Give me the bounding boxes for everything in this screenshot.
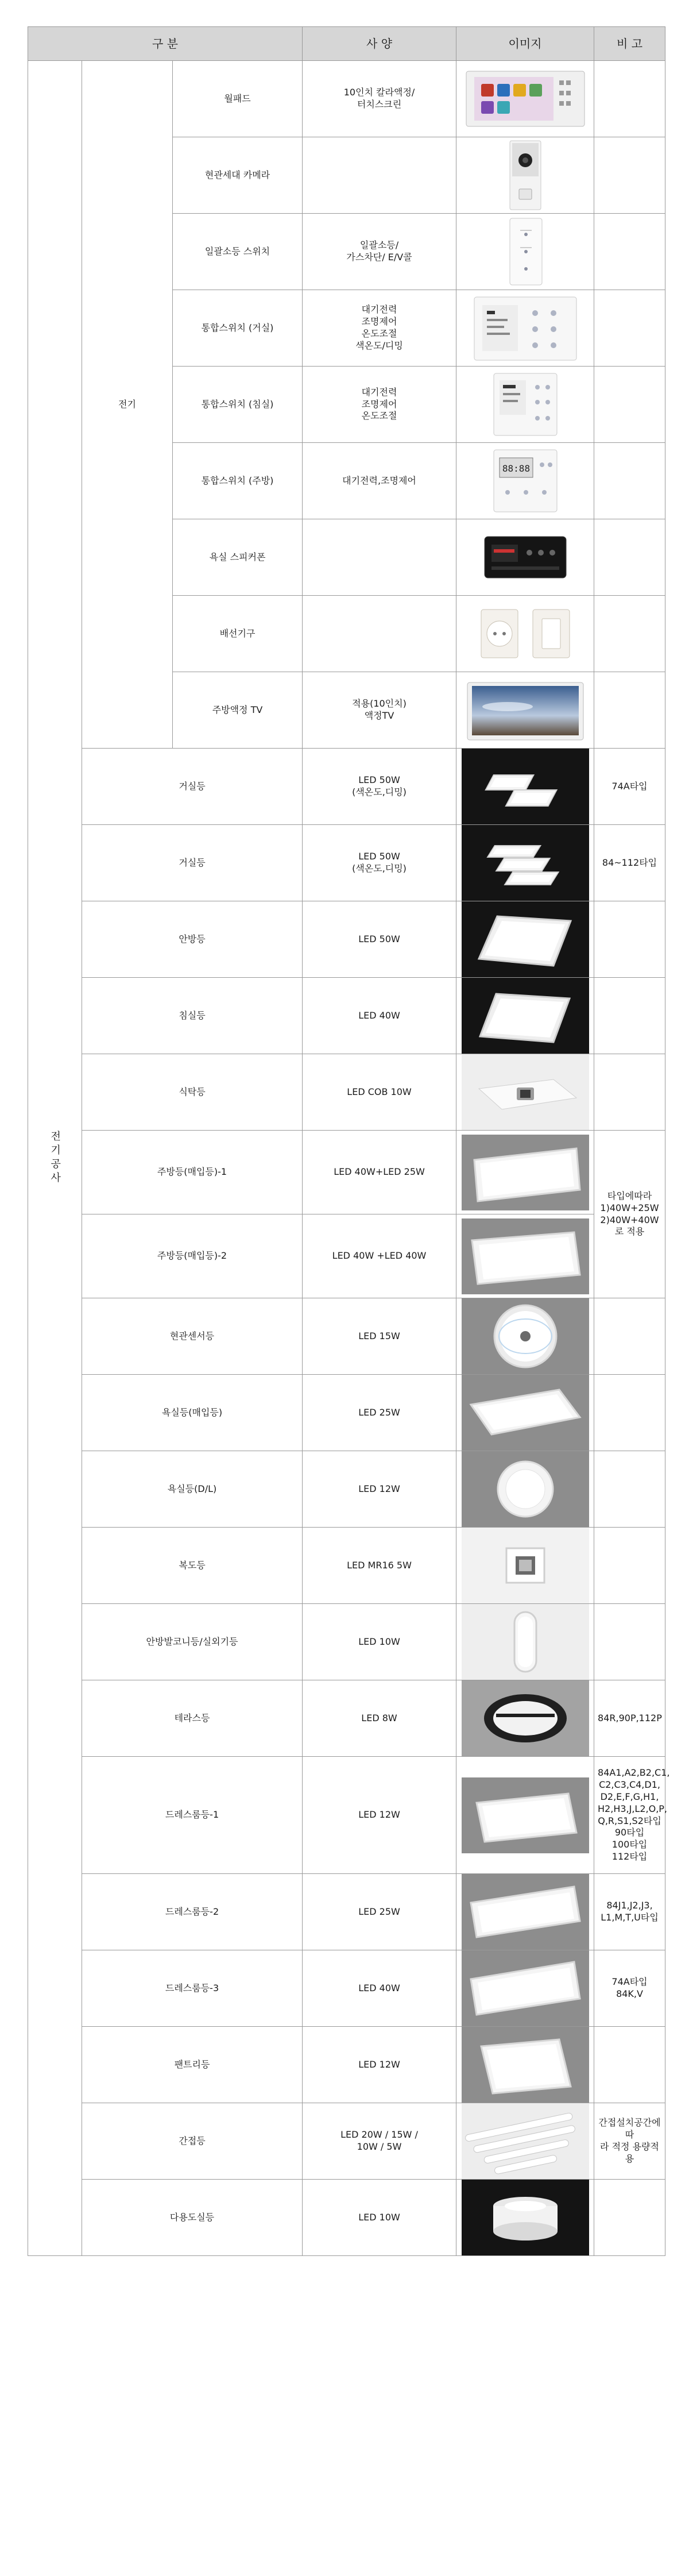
group-cell: 전기공사 bbox=[28, 61, 82, 2256]
item-name: 간접등 bbox=[82, 2103, 303, 2180]
item-name: 주방등(매입등)-2 bbox=[82, 1214, 303, 1298]
item-spec: 대기전력,조명제어 bbox=[303, 443, 456, 519]
spec-table bbox=[28, 26, 670, 2256]
item-spec: LED 50W (색온도,디밍) bbox=[303, 825, 456, 901]
item-image-cell bbox=[456, 1757, 594, 1874]
item-name: 테라스등 bbox=[82, 1680, 303, 1757]
item-spec: 대기전력 조명제어 온도조절 색온도/디밍 bbox=[303, 290, 456, 367]
item-image-cell bbox=[456, 1604, 594, 1680]
item-image-cell bbox=[456, 61, 594, 137]
kitchen-switch-image bbox=[462, 443, 589, 519]
item-spec: LED 12W bbox=[303, 2027, 456, 2103]
header-image: 이미지 bbox=[456, 27, 594, 61]
item-image-cell bbox=[456, 2180, 594, 2256]
living-light-3-image bbox=[462, 825, 589, 901]
table-row bbox=[28, 61, 665, 137]
item-name: 다용도실등 bbox=[82, 2180, 303, 2256]
table-row bbox=[28, 1131, 665, 1214]
table-row bbox=[28, 825, 665, 901]
table-row bbox=[28, 1375, 665, 1451]
item-note bbox=[594, 2027, 665, 2103]
item-name: 팬트리등 bbox=[82, 2027, 303, 2103]
item-note: 84~112타입 bbox=[594, 825, 665, 901]
kitchen-light-2-image bbox=[462, 1218, 589, 1294]
item-note: 간접설치공간에따 라 적정 용량적용 bbox=[594, 2103, 665, 2180]
header-row bbox=[28, 27, 665, 61]
dining-light-image bbox=[462, 1054, 589, 1130]
item-image-cell bbox=[456, 137, 594, 214]
item-note bbox=[594, 443, 665, 519]
table-row bbox=[28, 901, 665, 978]
svg-text:88:88: 88:88 bbox=[502, 463, 530, 474]
item-note bbox=[594, 1375, 665, 1451]
item-name: 거실등 bbox=[82, 749, 303, 825]
item-spec: 일괄소등/ 가스차단/ E/V콜 bbox=[303, 214, 456, 290]
table-row bbox=[28, 749, 665, 825]
table-row bbox=[28, 1874, 665, 1950]
table-row bbox=[28, 1680, 665, 1757]
item-name: 욕실등(D/L) bbox=[82, 1451, 303, 1528]
item-name: 드레스룸등-3 bbox=[82, 1950, 303, 2027]
item-note bbox=[594, 214, 665, 290]
item-spec bbox=[303, 596, 456, 672]
bath-light-recessed-image bbox=[462, 1375, 589, 1451]
table-row bbox=[28, 1298, 665, 1375]
wallpad-image bbox=[462, 61, 589, 137]
item-note bbox=[594, 1298, 665, 1375]
dressroom-light-2-image bbox=[462, 1874, 589, 1950]
item-name: 안방등 bbox=[82, 901, 303, 978]
header-category: 구 분 bbox=[28, 27, 303, 61]
item-note: 74A타입 bbox=[594, 749, 665, 825]
item-spec: 10인치 칼라액정/ 터치스크린 bbox=[303, 61, 456, 137]
item-name: 월패드 bbox=[173, 61, 303, 137]
item-image-cell bbox=[456, 1375, 594, 1451]
item-note bbox=[594, 137, 665, 214]
terrace-light-image bbox=[462, 1680, 589, 1756]
item-image-cell bbox=[456, 367, 594, 443]
item-note: 84J1,J2,J3, L1,M,T,U타입 bbox=[594, 1874, 665, 1950]
pantry-light-image bbox=[462, 2027, 589, 2103]
item-spec: LED 25W bbox=[303, 1874, 456, 1950]
item-spec: LED 40W +LED 40W bbox=[303, 1214, 456, 1298]
item-name: 현관센서등 bbox=[82, 1298, 303, 1375]
item-note: 84R,90P,112P bbox=[594, 1680, 665, 1757]
item-name: 거실등 bbox=[82, 825, 303, 901]
item-name: 복도등 bbox=[82, 1528, 303, 1604]
table-row bbox=[28, 1451, 665, 1528]
table-row bbox=[28, 2103, 665, 2180]
item-name: 욕실 스피커폰 bbox=[173, 519, 303, 596]
item-note bbox=[594, 1451, 665, 1528]
item-note bbox=[594, 2180, 665, 2256]
item-image-cell bbox=[456, 443, 594, 519]
item-spec: LED 12W bbox=[303, 1757, 456, 1874]
item-note bbox=[594, 61, 665, 137]
item-spec: LED 25W bbox=[303, 1375, 456, 1451]
item-image-cell bbox=[456, 1451, 594, 1528]
item-image-cell bbox=[456, 1131, 594, 1214]
table-row bbox=[28, 2180, 665, 2256]
item-spec bbox=[303, 137, 456, 214]
table-row bbox=[28, 1757, 665, 1874]
item-spec: LED 12W bbox=[303, 1451, 456, 1528]
living-switch-image bbox=[462, 290, 589, 366]
bath-downlight-image bbox=[462, 1451, 589, 1527]
item-name: 배선기구 bbox=[173, 596, 303, 672]
dressroom-light-3-image bbox=[462, 1950, 589, 2026]
item-name: 안방발코니등/실외기등 bbox=[82, 1604, 303, 1680]
table-row bbox=[28, 1528, 665, 1604]
item-image-cell bbox=[456, 214, 594, 290]
table-row bbox=[28, 1604, 665, 1680]
item-image-cell bbox=[456, 1528, 594, 1604]
item-image-cell bbox=[456, 2027, 594, 2103]
item-image-cell bbox=[456, 825, 594, 901]
item-image-cell bbox=[456, 596, 594, 672]
item-name: 침실등 bbox=[82, 978, 303, 1054]
kitchen-tv-image bbox=[462, 672, 589, 748]
item-name: 식탁등 bbox=[82, 1054, 303, 1131]
item-name: 통합스위치 (침실) bbox=[173, 367, 303, 443]
item-note bbox=[594, 901, 665, 978]
table-row bbox=[28, 1214, 665, 1298]
living-light-2-image bbox=[462, 749, 589, 824]
item-spec: LED 8W bbox=[303, 1680, 456, 1757]
header-spec: 사 양 bbox=[303, 27, 456, 61]
wiring-device-image bbox=[462, 596, 589, 672]
table-row bbox=[28, 1054, 665, 1131]
item-spec: LED 10W bbox=[303, 1604, 456, 1680]
item-note bbox=[594, 519, 665, 596]
item-spec: LED COB 10W bbox=[303, 1054, 456, 1131]
item-name: 주방등(매입등)-1 bbox=[82, 1131, 303, 1214]
dressroom-light-1-image bbox=[462, 1777, 589, 1853]
table-row bbox=[28, 1950, 665, 2027]
item-spec: LED 40W bbox=[303, 1950, 456, 2027]
item-name: 통합스위치 (거실) bbox=[173, 290, 303, 367]
item-image-cell bbox=[456, 290, 594, 367]
item-image-cell bbox=[456, 2103, 594, 2180]
item-spec: LED 50W (색온도,디밍) bbox=[303, 749, 456, 825]
item-note bbox=[594, 978, 665, 1054]
item-note bbox=[594, 1054, 665, 1131]
item-spec: LED 50W bbox=[303, 901, 456, 978]
item-note bbox=[594, 367, 665, 443]
balcony-light-image bbox=[462, 1604, 589, 1680]
item-note: 타입에따라 1)40W+25W 2)40W+40W 로 적용 bbox=[594, 1131, 665, 1298]
item-spec: LED 15W bbox=[303, 1298, 456, 1375]
item-image-cell bbox=[456, 1054, 594, 1131]
item-name: 일괄소등 스위치 bbox=[173, 214, 303, 290]
bedroom-switch-image bbox=[462, 367, 589, 442]
master-bedroom-light-image bbox=[462, 901, 589, 977]
indirect-light-image bbox=[462, 2103, 589, 2179]
item-image-cell bbox=[456, 672, 594, 749]
item-name: 현관세대 카메라 bbox=[173, 137, 303, 214]
master-switch-image bbox=[462, 214, 589, 290]
item-name: 통합스위치 (주방) bbox=[173, 443, 303, 519]
item-name: 주방액정 TV bbox=[173, 672, 303, 749]
table-row bbox=[28, 2027, 665, 2103]
item-spec: LED 10W bbox=[303, 2180, 456, 2256]
item-image-cell bbox=[456, 1298, 594, 1375]
item-spec: LED 20W / 15W / 10W / 5W bbox=[303, 2103, 456, 2180]
item-spec: LED MR16 5W bbox=[303, 1528, 456, 1604]
item-name: 욕실등(매입등) bbox=[82, 1375, 303, 1451]
item-image-cell bbox=[456, 1950, 594, 2027]
subgroup-cell: 전기 bbox=[82, 61, 173, 749]
item-spec bbox=[303, 519, 456, 596]
entrance-sensor-light-image bbox=[462, 1298, 589, 1374]
table-row bbox=[28, 978, 665, 1054]
item-note bbox=[594, 1528, 665, 1604]
item-spec: 대기전력 조명제어 온도조절 bbox=[303, 367, 456, 443]
item-note: 74A타입 84K,V bbox=[594, 1950, 665, 2027]
item-image-cell bbox=[456, 1680, 594, 1757]
header-note: 비 고 bbox=[594, 27, 665, 61]
item-name: 드레스룸등-1 bbox=[82, 1757, 303, 1874]
item-spec: 적용(10인치) 액정TV bbox=[303, 672, 456, 749]
hallway-light-image bbox=[462, 1528, 589, 1603]
bath-speakerphone-image bbox=[462, 519, 589, 595]
item-image-cell bbox=[456, 519, 594, 596]
kitchen-light-1-image bbox=[462, 1135, 589, 1210]
item-note bbox=[594, 596, 665, 672]
item-note bbox=[594, 672, 665, 749]
bedroom-light-image bbox=[462, 978, 589, 1054]
item-image-cell bbox=[456, 1874, 594, 1950]
door-camera-image bbox=[462, 137, 589, 213]
item-image-cell bbox=[456, 978, 594, 1054]
utility-room-light-image bbox=[462, 2180, 589, 2255]
item-spec: LED 40W bbox=[303, 978, 456, 1054]
item-note: 84A1,A2,B2,C1, C2,C3,C4,D1, D2,E,F,G,H1, H2,H3,J,L2,O,P, Q,R,S1,S2타입 90타입 100타입 112타입 bbox=[594, 1757, 665, 1874]
item-name: 드레스룸등-2 bbox=[82, 1874, 303, 1950]
item-image-cell bbox=[456, 1214, 594, 1298]
item-spec: LED 40W+LED 25W bbox=[303, 1131, 456, 1214]
item-note bbox=[594, 290, 665, 367]
item-image-cell bbox=[456, 749, 594, 825]
item-note bbox=[594, 1604, 665, 1680]
item-image-cell bbox=[456, 901, 594, 978]
